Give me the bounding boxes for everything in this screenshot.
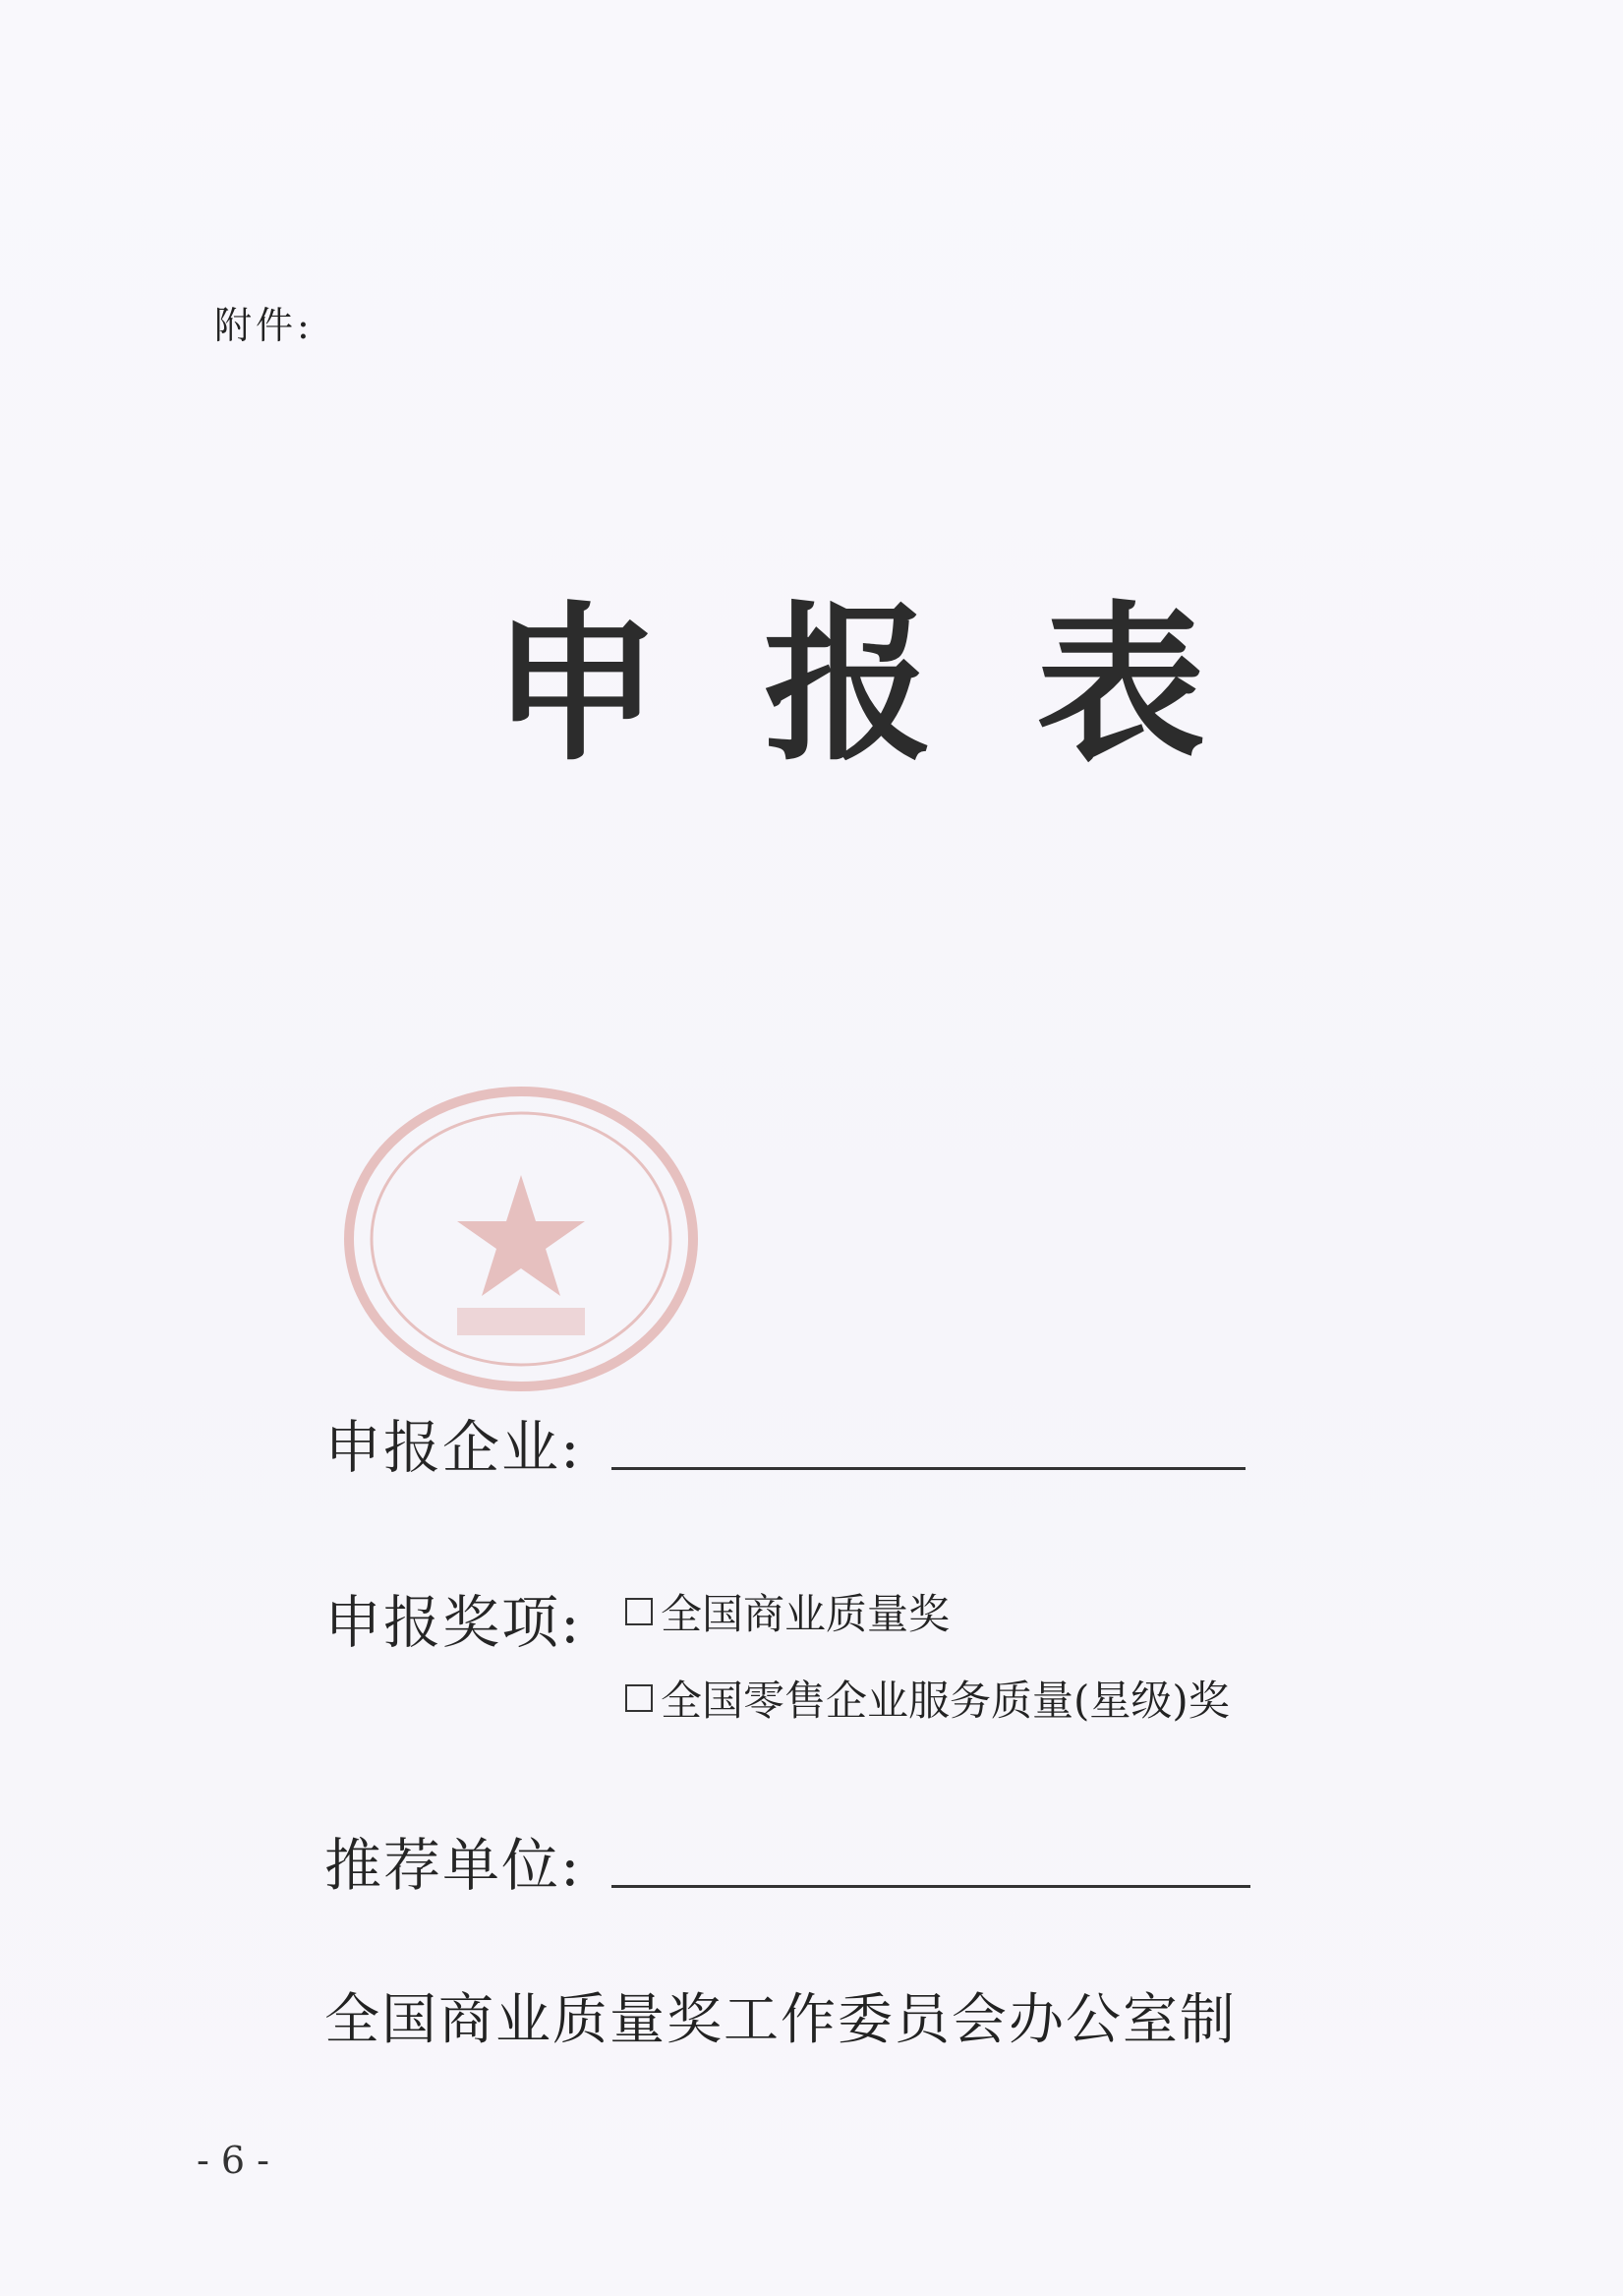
checkbox-icon[interactable] [625,1684,653,1712]
award-option-retail-service[interactable] [625,1675,1230,1725]
issuer-text: 全国商业质量奖工作委员会办公室制 [324,1988,1237,2052]
page-title: 申报表 [492,584,1308,784]
award-option-label: 全国商业质量奖 [661,1590,951,1638]
enterprise-input-line[interactable] [611,1467,1246,1470]
recommender-label: 推荐单位: [324,1832,582,1899]
recommender-input-line[interactable] [611,1885,1250,1888]
award-option-commercial-quality[interactable] [625,1588,1230,1638]
award-label: 申报奖项: [324,1589,582,1656]
award-field [324,1576,582,1659]
enterprise-label: 申报企业: [324,1414,582,1481]
official-seal-icon [339,1082,703,1396]
checkbox-icon[interactable] [625,1598,653,1625]
enterprise-field [324,1401,1246,1484]
recommender-field [324,1819,1250,1902]
page-number: - 6 - [197,2139,270,2182]
attachment-label: 附件: [214,304,314,347]
award-options [625,1588,1230,1761]
award-option-label: 全国零售企业服务质量(星级)奖 [661,1677,1230,1725]
